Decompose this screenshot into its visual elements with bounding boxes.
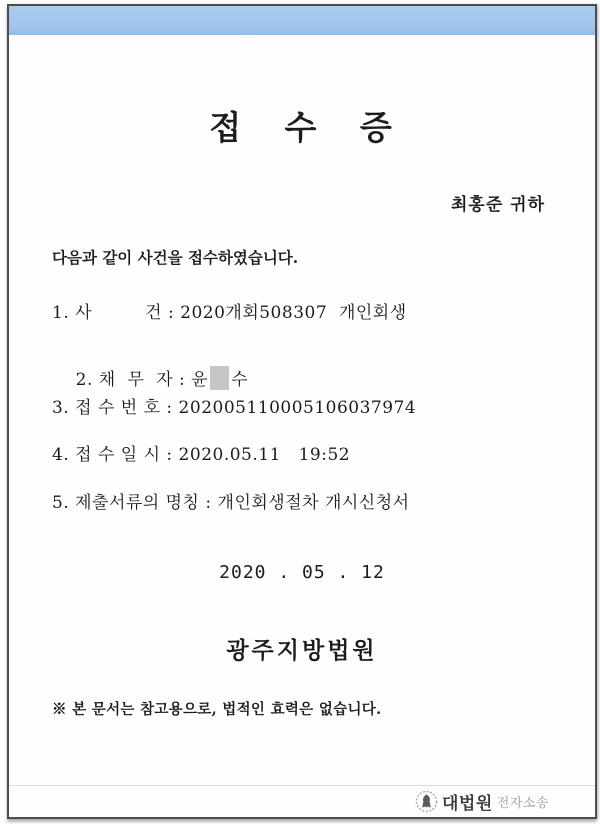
logo-ejasosong-text: 전자소송 [496,796,549,811]
item-debtor-label: 2. 채 무 자 : 윤 [75,370,209,390]
disclaimer-note: ※ 본 문서는 참고용으로, 법적인 효력은 없습니다. [52,701,382,718]
item-receipt-number: 3. 접 수 번 호 : 202005110005106037974 [52,398,417,418]
intro-line: 다음과 같이 사건을 접수하였습니다. [52,248,299,267]
item-submitted-document: 5. 제출서류의 명칭 : 개인회생절차 개시신청서 [52,493,410,513]
page-title: 접 수 증 [209,108,395,147]
recipient-line: 최홍준 귀하 [450,195,545,215]
receipt-document-page [7,4,597,819]
redaction-box [210,366,229,390]
court-name: 광주지방법원 [226,637,378,664]
supreme-court-emblem-icon [415,790,438,813]
item-case: 1. 사 건 : 2020개회508307 개인회생 [52,303,407,323]
header-bar [9,6,595,35]
item-receipt-datetime: 4. 접 수 일 시 : 2020.05.11 19:52 [52,445,351,465]
item-debtor-name-suffix: 수 [231,370,249,390]
court-logo [415,789,549,814]
footer-bar [9,785,595,817]
issue-date: 2020 . 05 . 12 [219,562,385,583]
logo-daebeobwon-text: 대법원 [441,794,493,814]
